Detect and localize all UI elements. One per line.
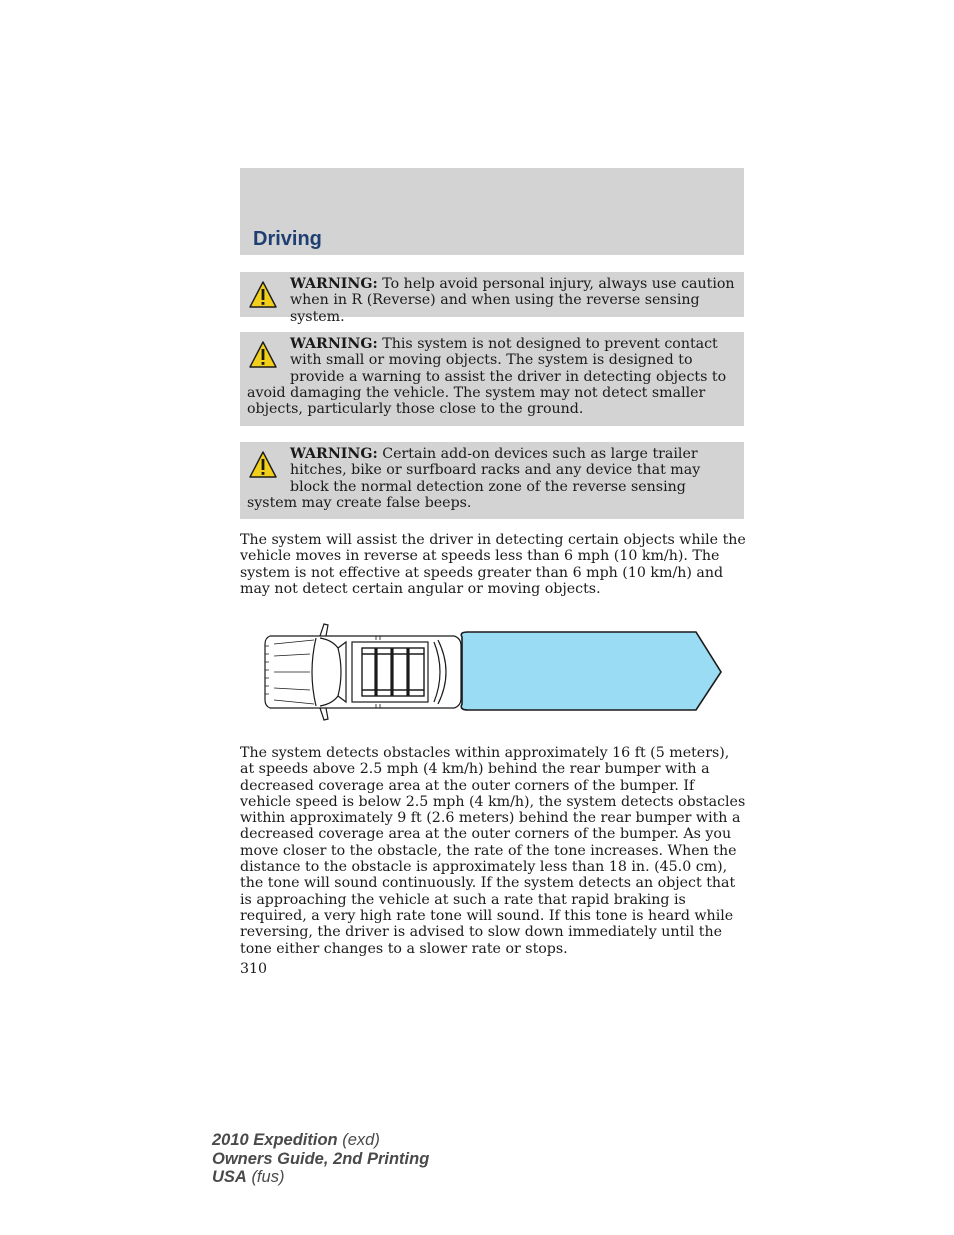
warning-triangle-icon <box>248 450 278 480</box>
footer-market-code: (fus) <box>251 1168 285 1186</box>
body-paragraph-2: The system detects obstacles within approximately 16 ft (5 meters), at speeds above 2.5 mph (4 km/h) behind the rear bumper with a decreased coverage area at the outer corners of the bumper. If vehicle speed is below 2.5 mph (4 km/h), the system detects obstacles within approximately 9 ft (2.6 meters) behind the rear bumper with a decreased coverage area at the outer corners of the bumper. As you move closer to the obstacle, the rate of the tone increases. When the distance to the obstacle is approximately less than 18 in. (45.0 cm), the tone will sound continuously. If the system detects an object that is approaching the vehicle at such a rate that rapid braking is required, a very high rate tone will sound. If this tone is heard while reversing, the driver is advised to slow down immediately until the tone either changes to a slower rate or stops. <box>240 745 746 957</box>
footer-model: 2010 Expedition <box>212 1131 338 1149</box>
body-paragraph-1: The system will assist the driver in detecting certain objects while the vehicle moves in reverse at speeds less than 6 mph (10 km/h). The system is not effective at speeds greater than 6 mph (10 km/h) and may not detect certain angular or moving objects. <box>240 532 746 597</box>
warning-triangle-icon <box>248 340 278 370</box>
section-title: Driving <box>253 228 322 250</box>
warning-text: To help avoid personal injury, always use caution when in R (Reverse) and when using the reverse sensing system. <box>290 276 735 325</box>
warning-box-1 <box>240 272 744 325</box>
footer-line-2 <box>212 1150 429 1169</box>
footer-market: USA <box>212 1168 247 1186</box>
document-footer <box>212 1131 429 1187</box>
warning-box-2 <box>240 332 744 426</box>
warning-label: WARNING: <box>290 276 378 292</box>
footer-guide: Owners Guide, 2nd Printing <box>212 1149 430 1168</box>
section-header-band <box>240 168 744 255</box>
warning-text: Certain add-on devices such as large trailer hitches, bike or surfboard racks and any device that may block the normal detection zone of the reverse sensing system may create false beeps. <box>247 446 701 511</box>
warning-label: WARNING: <box>290 336 378 352</box>
footer-line-1 <box>212 1131 429 1150</box>
warning-box-3 <box>240 442 744 519</box>
reverse-sensing-diagram <box>258 620 724 724</box>
warning-triangle-icon <box>248 280 278 310</box>
vehicle-top-view <box>265 624 461 720</box>
footer-model-code: (exd) <box>342 1131 380 1149</box>
footer-line-3 <box>212 1168 429 1187</box>
warning-text: This system is not designed to prevent contact with small or moving objects. The system is designed to provide a warning to assist the driver in detecting objects to avoid damaging the vehicle. The system may not detect smaller objects, particularly those close to the ground. <box>247 336 727 418</box>
detection-zone <box>461 632 721 710</box>
page-number: 310 <box>240 961 268 977</box>
warning-label: WARNING: <box>290 446 378 462</box>
